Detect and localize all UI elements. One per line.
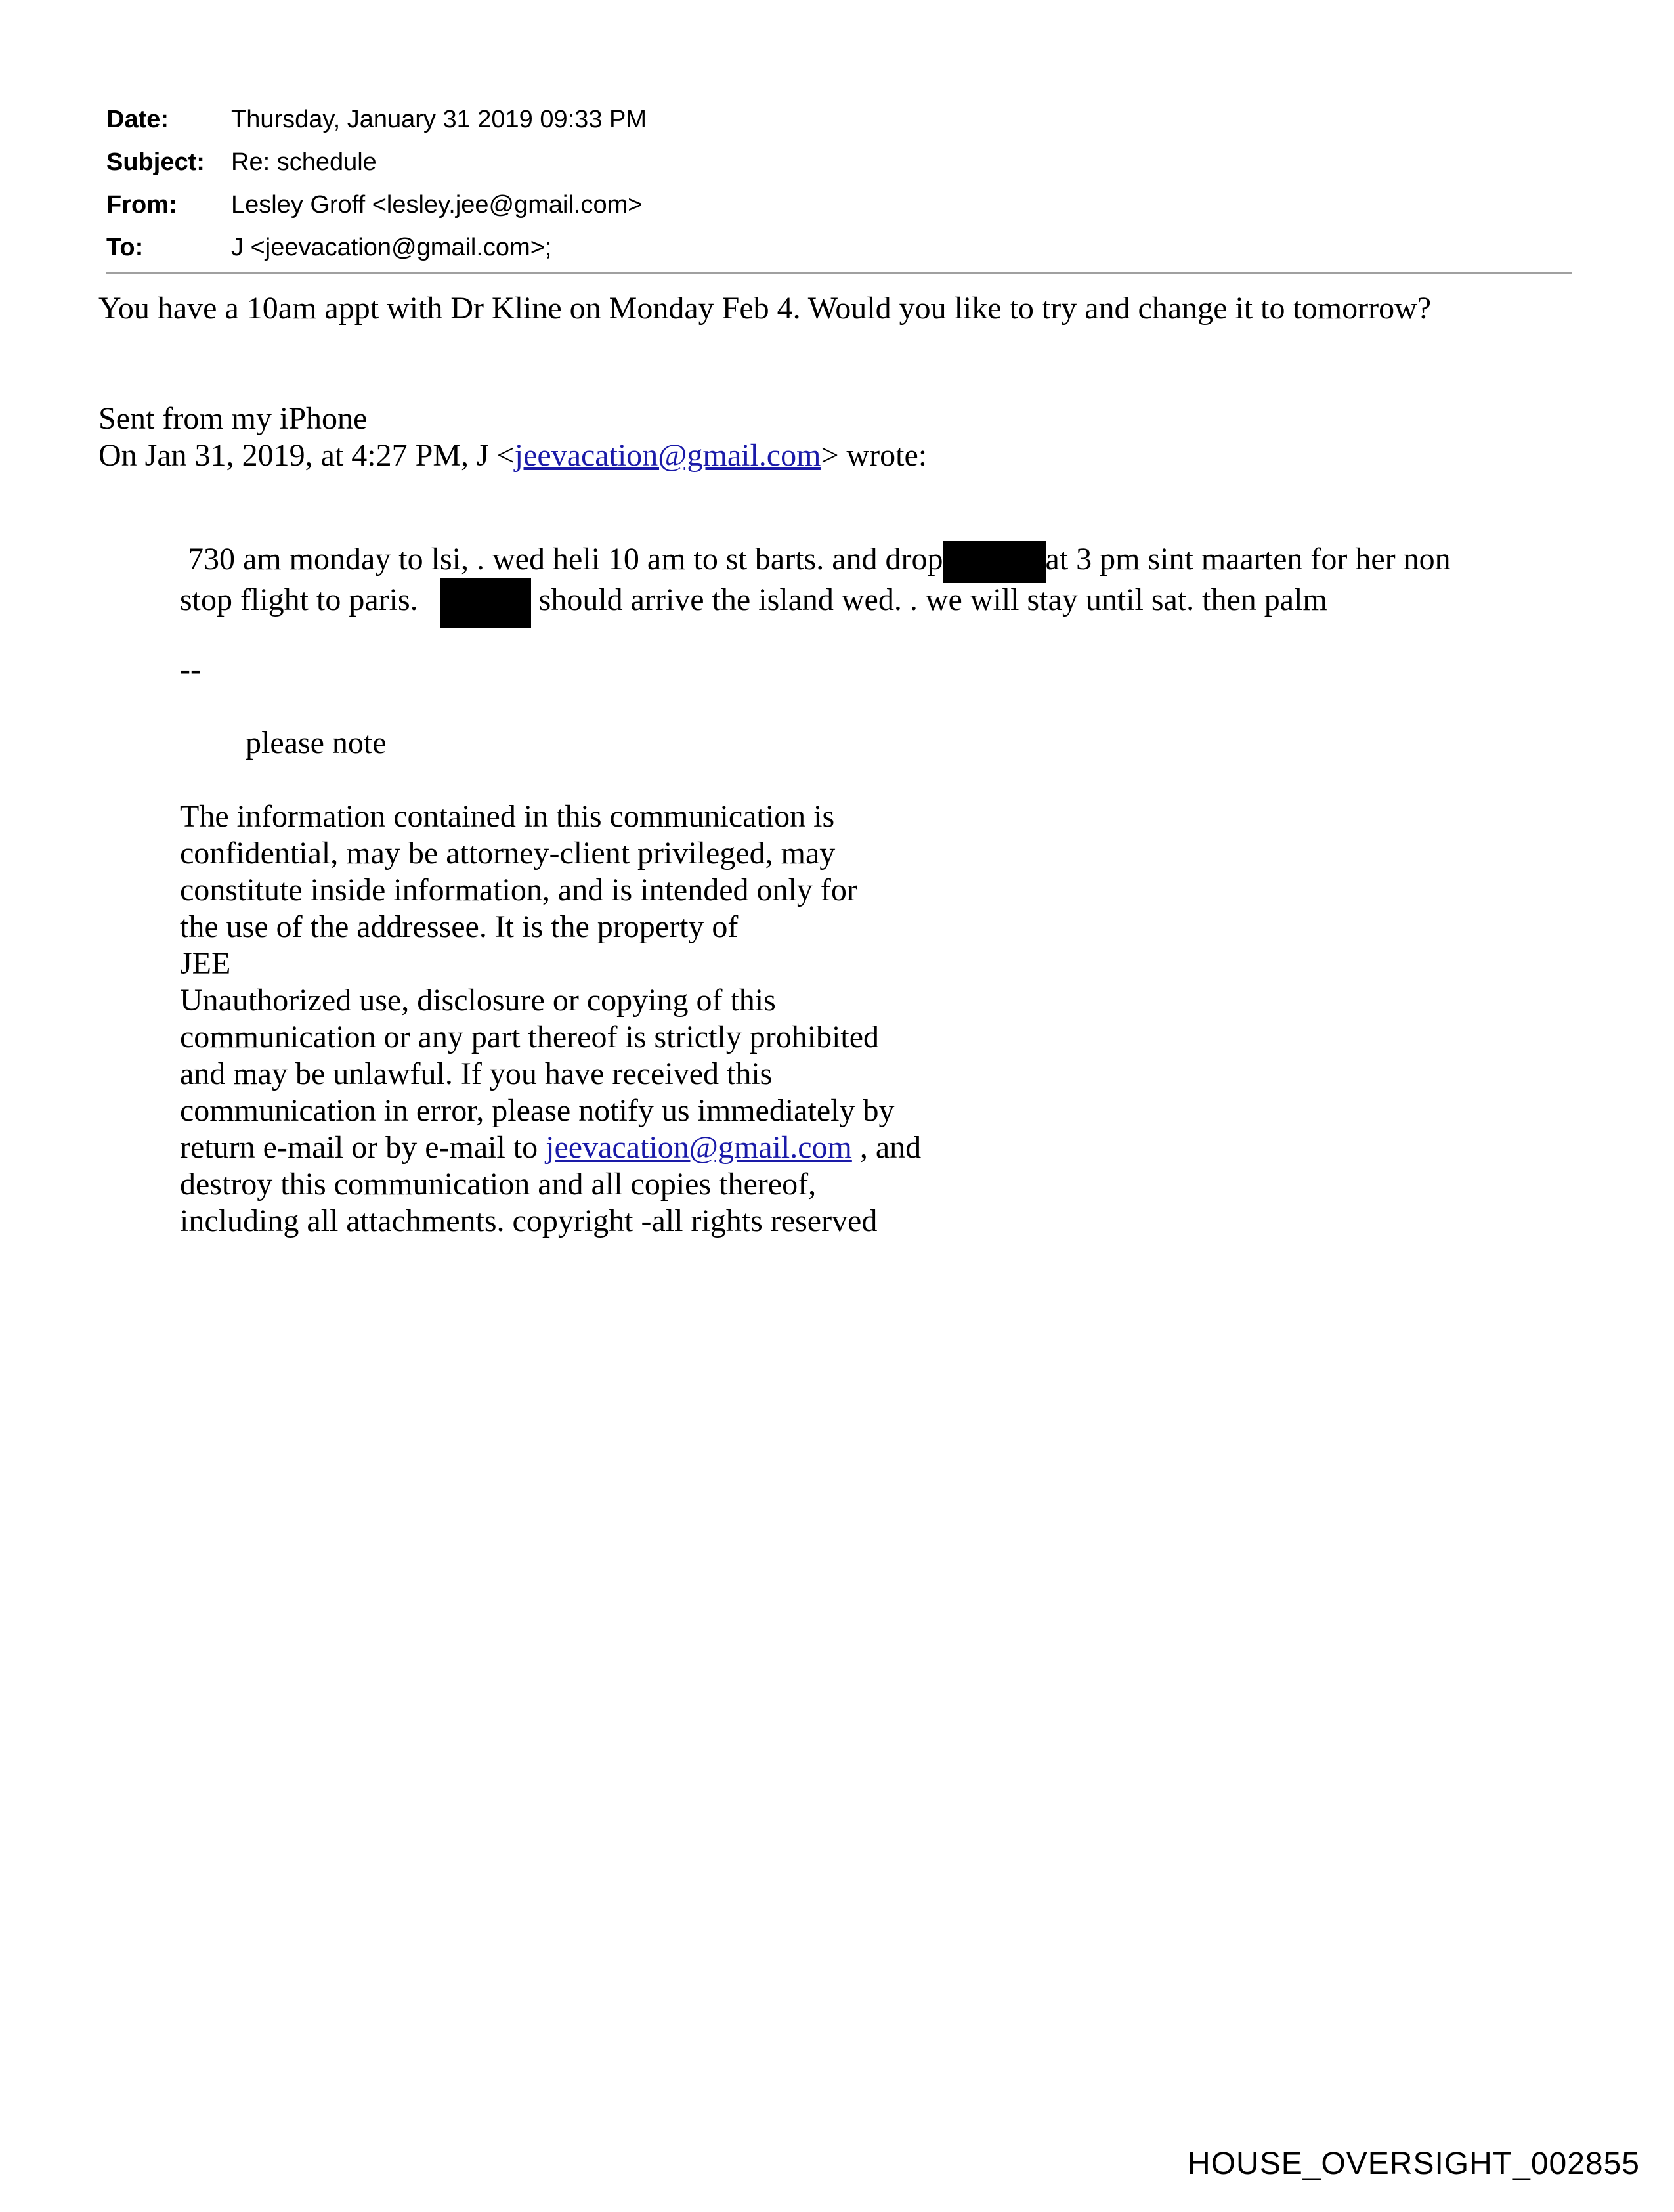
disclaimer-line: communication or any part thereof is strictly prohibited bbox=[180, 1020, 880, 1054]
quoted-schedule-line-1 bbox=[188, 541, 1451, 583]
disclaimer-line: confidential, may be attorney-client privileged, may bbox=[180, 836, 836, 871]
note-heading: please note bbox=[246, 726, 387, 760]
quoted-line-2-part-2: should arrive the island wed. . we will stay until sat. then palm bbox=[538, 582, 1327, 618]
from-value: Lesley Groff <lesley.jee@gmail.com> bbox=[231, 191, 643, 219]
to-row bbox=[106, 227, 1570, 269]
quote-intro-email-link[interactable]: jeevacation@gmail.com bbox=[514, 438, 821, 473]
subject-value: Re: schedule bbox=[231, 148, 377, 176]
signature-separator: -- bbox=[180, 652, 201, 687]
date-row bbox=[106, 98, 1570, 141]
email-header bbox=[106, 98, 1570, 269]
date-label: Date: bbox=[106, 106, 169, 133]
disclaimer-line: including all attachments. copyright -all rights reserved bbox=[180, 1204, 878, 1238]
header-divider bbox=[106, 272, 1572, 274]
date-value: Thursday, January 31 2019 09:33 PM bbox=[231, 106, 647, 133]
bates-number: HOUSE_OVERSIGHT_002855 bbox=[1188, 2146, 1640, 2181]
disclaimer-line: constitute inside information, and is intended only for bbox=[180, 873, 857, 907]
quote-intro bbox=[98, 437, 927, 474]
disclaimer-return-suffix: , and bbox=[851, 1130, 922, 1165]
from-label: From: bbox=[106, 191, 177, 219]
quoted-schedule-line-2 bbox=[180, 578, 1327, 628]
disclaimer-line: the use of the addressee. It is the property of bbox=[180, 909, 739, 944]
to-label: To: bbox=[106, 234, 144, 261]
disclaimer-return-prefix: return e-mail or by e-mail to bbox=[180, 1130, 546, 1165]
quote-intro-suffix: > wrote: bbox=[821, 438, 928, 473]
disclaimer-line: destroy this communication and all copies thereof, bbox=[180, 1167, 817, 1202]
subject-row bbox=[106, 141, 1570, 184]
from-row bbox=[106, 184, 1570, 227]
disclaimer-email-link[interactable]: jeevacation@gmail.com bbox=[546, 1130, 852, 1165]
quote-intro-prefix: On Jan 31, 2019, at 4:27 PM, J < bbox=[98, 438, 515, 473]
redaction-box bbox=[440, 578, 531, 628]
disclaimer-line: JEE bbox=[180, 946, 231, 981]
quoted-line-2-part-1: stop flight to paris. bbox=[180, 582, 418, 618]
disclaimer-line: The information contained in this communication is bbox=[180, 799, 835, 834]
disclaimer-line: and may be unlawful. If you have received this bbox=[180, 1056, 773, 1091]
quoted-line-1-part-1: 730 am monday to lsi, . wed heli 10 am to st barts. and drop bbox=[188, 542, 943, 577]
disclaimer-return-line bbox=[180, 1129, 921, 1166]
disclaimer-line: Unauthorized use, disclosure or copying of this bbox=[180, 983, 776, 1018]
reply-signature: Sent from my iPhone bbox=[98, 401, 368, 436]
subject-label: Subject: bbox=[106, 148, 205, 176]
disclaimer-line: communication in error, please notify us immediately by bbox=[180, 1093, 895, 1128]
to-value: J <jeevacation@gmail.com>; bbox=[231, 234, 552, 261]
quoted-line-1-part-2: at 3 pm sint maarten for her non bbox=[1045, 542, 1451, 577]
redaction-box bbox=[943, 541, 1046, 583]
reply-text: You have a 10am appt with Dr Kline on Monday Feb 4. Would you like to try and change it to tomorrow? bbox=[98, 291, 1432, 326]
